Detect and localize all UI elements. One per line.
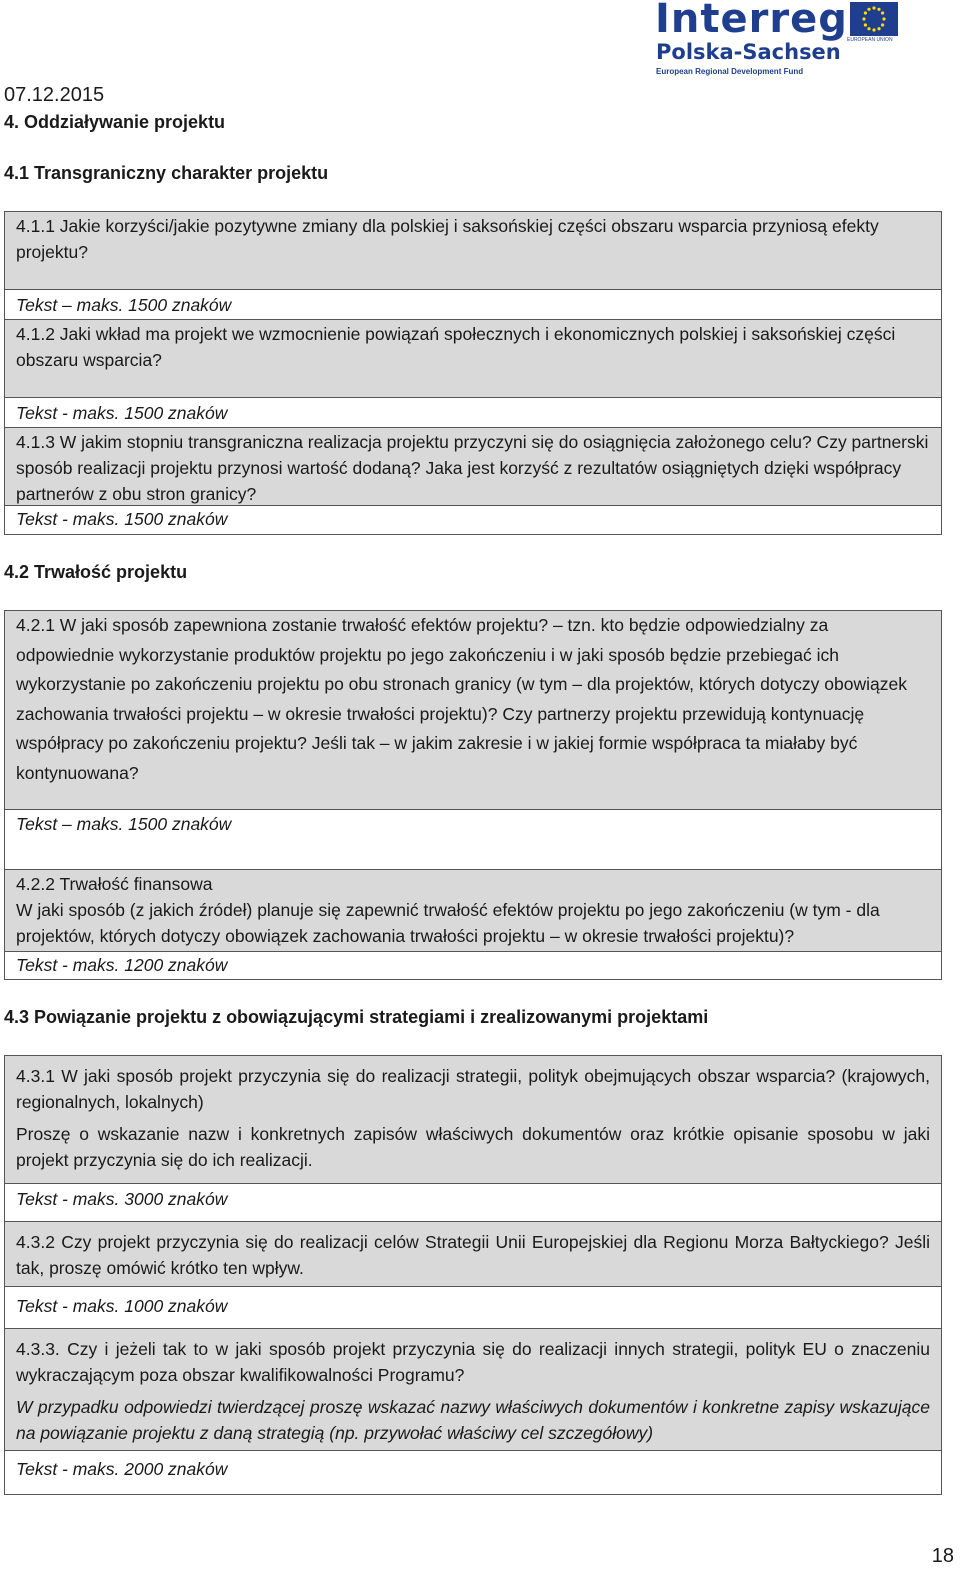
question-4-2-2-body: W jaki sposób (z jakich źródeł) planuje się zapewnić trwałość efektów projektu po jego zakończeniu (w tym - dla projektów, których dotyczy obowiązek zachowania trwałości projektu – w okresie trwałości projektu)? — [16, 900, 880, 946]
answer-field-4-3-2[interactable]: Tekst - maks. 1000 znaków — [5, 1287, 941, 1329]
question-4-2-2 — [5, 870, 941, 952]
question-4-2-2-title: 4.2.2 Trwałość finansowa — [16, 874, 213, 894]
logo-fund-text: European Regional Development Fund — [656, 67, 804, 76]
question-4-3-3 — [5, 1329, 941, 1451]
question-4-2-1: 4.2.1 W jaki sposób zapewniona zostanie trwałość efektów projektu? – tzn. kto będzie odpowiedzialny za odpowiednie wykorzystanie produktów projektu po jego zakończeniu i w jaki sposób będzie przebiegać ich wykorzystanie po zakończeniu projektu po obu stronach granicy (w tym – dla projektów, których dotyczy obowiązek zachowania trwałości projektu – w okresie trwałości projektu)? Czy partnerzy projektu przewidują kontynuację współpracy po zakończeniu projektu? Jeśli tak – w jakim zakresie i w jakiej formie współpraca ta miałaby być kontynuowana? — [5, 611, 941, 810]
answer-field-4-2-1[interactable]: Tekst – maks. 1500 znaków — [5, 810, 941, 870]
question-4-3-3-main: 4.3.3. Czy i jeżeli tak to w jaki sposób projekt przyczynia się do realizacji innych strategii, polityk EU o znaczeniu wykraczającym poza obszar kwalifikowalności Programu? — [16, 1339, 930, 1385]
question-4-3-2: 4.3.2 Czy projekt przyczynia się do realizacji celów Strategii Unii Europejskiej dla Regionu Morza Bałtyckiego? Jeśli tak, proszę omówić krótko ten wpływ. — [5, 1222, 941, 1287]
question-4-1-3: 4.1.3 W jakim stopniu transgraniczna realizacja projektu przyczyni się do osiągnięcia założonego celu? Czy partnerski sposób realizacji projektu przynosi wartość dodaną? Jaka jest korzyść z rezultatów osiągniętych dzięki współpracy partnerów z obu stron granicy? — [5, 428, 941, 506]
section-4-2-table — [4, 610, 942, 980]
question-4-3-1-instruction: Proszę o wskazanie nazw i konkretnych zapisów właściwych dokumentów oraz krótkie opisanie sposobu w jaki projekt przyczynia się do ich realizacji. — [16, 1124, 930, 1170]
answer-field-4-1-2[interactable]: Tekst - maks. 1500 znaków — [5, 398, 941, 428]
question-4-3-1-main: 4.3.1 W jaki sposób projekt przyczynia się do realizacji strategii, polityk obejmujących obszar wsparcia? (krajowych, regionalnych, lokalnych) — [16, 1066, 930, 1112]
answer-field-4-1-3[interactable]: Tekst - maks. 1500 znaków — [5, 506, 941, 534]
answer-field-4-1-1[interactable]: Tekst – maks. 1500 znaków — [5, 290, 941, 320]
question-4-1-1: 4.1.1 Jakie korzyści/jakie pozytywne zmiany dla polskiej i saksońskiej części obszaru wsparcia przyniosą efekty projektu? — [5, 212, 941, 290]
eu-flag-icon — [850, 2, 898, 36]
eu-label: EUROPEAN UNION — [847, 37, 893, 43]
section-4-1-table — [4, 211, 942, 535]
question-4-3-3-instruction: W przypadku odpowiedzi twierdzącej proszę wskazać nazwy właściwych dokumentów i konkretne zapisy wskazujące na powiązanie projektu z daną strategią (np. przywołać właściwy cel szczegółowy) — [16, 1397, 930, 1443]
section-4-2-title: 4.2 Trwałość projektu — [4, 562, 188, 582]
section-4-3-table — [4, 1055, 942, 1495]
section-4-1-title: 4.1 Transgraniczny charakter projektu — [4, 163, 329, 183]
question-4-3-1 — [5, 1056, 941, 1184]
answer-field-4-3-3[interactable]: Tekst - maks. 2000 znaków — [5, 1451, 941, 1493]
answer-field-4-3-1[interactable]: Tekst - maks. 3000 znaków — [5, 1184, 941, 1222]
section-4-3-title: 4.3 Powiązanie projektu z obowiązującymi strategiami i zrealizowanymi projektami — [4, 1007, 709, 1027]
logo-wordmark: Interreg — [655, 0, 848, 42]
section-4-title: 4. Oddziaływanie projektu — [4, 112, 226, 132]
question-4-1-2: 4.1.2 Jaki wkład ma projekt we wzmocnienie powiązań społecznych i ekonomicznych polskiej i saksońskiej części obszaru wsparcia? — [5, 320, 941, 398]
document-date: 07.12.2015 — [4, 84, 105, 106]
page-number: 18 — [931, 1545, 954, 1567]
logo-region: Polska-Sachsen — [656, 40, 841, 64]
answer-field-4-2-2[interactable]: Tekst - maks. 1200 znaków — [5, 952, 941, 979]
interreg-logo — [650, 0, 905, 82]
